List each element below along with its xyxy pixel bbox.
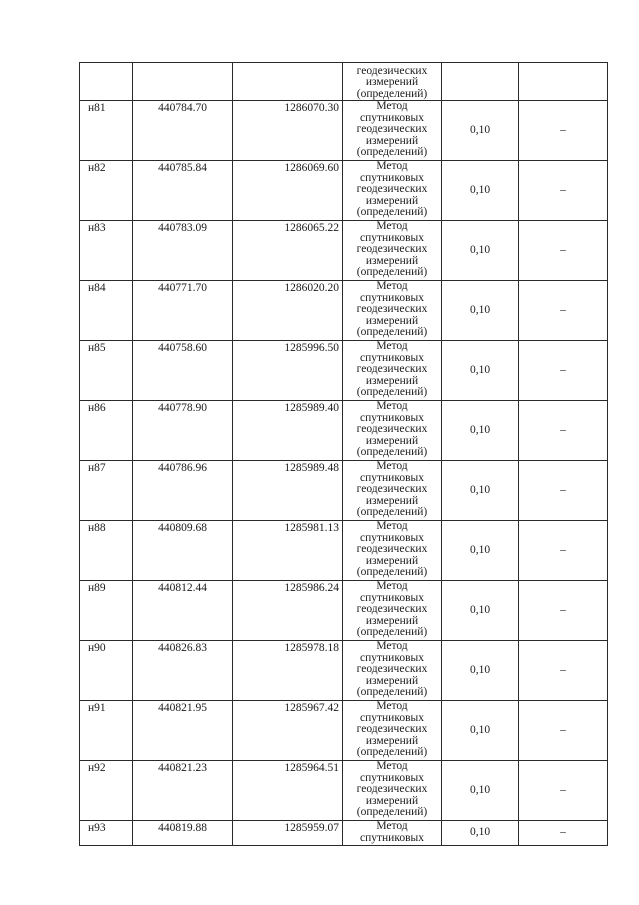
method-line: геодезических (356, 783, 428, 795)
method-line: измерений (365, 614, 419, 627)
method-line: Метод (376, 400, 408, 412)
method-cell (343, 821, 442, 846)
point-number-cell: н93 (80, 821, 133, 846)
method-line: измерений (365, 76, 419, 88)
table-row (80, 761, 608, 821)
method-cell (343, 161, 442, 221)
description-cell: – (519, 521, 608, 581)
point-number-cell: н92 (80, 761, 133, 821)
method-line: измерений (365, 734, 419, 747)
point-number-cell: н91 (80, 701, 133, 761)
method-line: спутниковых (359, 171, 424, 184)
accuracy-cell: 0,10 (442, 161, 519, 221)
description-cell: – (519, 581, 608, 641)
method-line: спутниковых (359, 651, 424, 664)
method-line: измерений (365, 254, 419, 267)
table-row (80, 821, 608, 846)
table-row (80, 281, 608, 341)
method-line: Метод (376, 220, 408, 232)
method-cell (343, 581, 442, 641)
method-line: (определений) (356, 446, 428, 458)
description-cell: – (519, 221, 608, 281)
y-coordinate-cell: 1285959.07 (233, 821, 343, 846)
point-number-cell: н89 (80, 581, 133, 641)
coordinates-table-body (80, 63, 608, 846)
point-number-cell: н87 (80, 461, 133, 521)
y-coordinate-cell: 1286070.30 (233, 101, 343, 161)
description-cell: – (519, 281, 608, 341)
point-number-cell: н85 (80, 341, 133, 401)
y-coordinate-cell: 1285964.51 (233, 761, 343, 821)
x-coordinate-cell: 440809.68 (133, 521, 233, 581)
accuracy-cell: 0,10 (442, 761, 519, 821)
method-line: Метод (376, 340, 408, 352)
method-cell (343, 521, 442, 581)
method-line: измерений (365, 674, 419, 687)
method-line: спутниковых (359, 351, 424, 364)
method-line: геодезических (356, 363, 428, 375)
accuracy-cell: 0,10 (442, 221, 519, 281)
accuracy-cell: 0,10 (442, 101, 519, 161)
description-cell: – (519, 341, 608, 401)
accuracy-cell: 0,10 (442, 581, 519, 641)
y-coordinate-cell: 1285978.18 (233, 641, 343, 701)
method-cell (343, 341, 442, 401)
x-coordinate-cell: 440821.23 (133, 761, 233, 821)
y-coordinate-cell: 1285967.42 (233, 701, 343, 761)
point-number-cell: н86 (80, 401, 133, 461)
method-line: (определений) (356, 326, 428, 338)
method-line: Метод (376, 460, 408, 472)
method-line: спутниковых (359, 291, 424, 304)
y-coordinate-cell: 1286069.60 (233, 161, 343, 221)
point-cell (80, 63, 133, 101)
method-cell (343, 461, 442, 521)
method-line: измерений (365, 794, 419, 807)
x-coordinate-cell: 440821.95 (133, 701, 233, 761)
method-line: (определений) (356, 266, 428, 278)
description-cell: – (519, 761, 608, 821)
method-cell (343, 221, 442, 281)
description-cell: – (519, 401, 608, 461)
method-line: Метод (376, 580, 408, 592)
y-coordinate-cell: 1285996.50 (233, 341, 343, 401)
description-cell: – (519, 461, 608, 521)
method-cell (343, 281, 442, 341)
method-line: Метод (376, 760, 408, 772)
point-number-cell: н82 (80, 161, 133, 221)
table-row (80, 221, 608, 281)
point-number-cell: н84 (80, 281, 133, 341)
method-line: измерений (365, 314, 419, 327)
table-row-continued (80, 63, 608, 101)
method-line: измерений (365, 494, 419, 507)
method-line: геодезических (356, 723, 428, 735)
method-line: измерений (365, 434, 419, 447)
method-line: (определений) (356, 87, 428, 100)
point-number-cell: н81 (80, 101, 133, 161)
description-cell: – (519, 641, 608, 701)
x-coordinate-cell: 440812.44 (133, 581, 233, 641)
method-line: измерений (365, 194, 419, 207)
method-line: геодезических (356, 483, 428, 495)
method-line: Метод (376, 820, 408, 832)
x-coordinate-cell: 440758.60 (133, 341, 233, 401)
method-line: спутниковых (359, 771, 424, 784)
method-line: геодезических (356, 123, 428, 135)
method-line: (определений) (356, 566, 428, 578)
method-line: Метод (376, 640, 408, 652)
table-row (80, 401, 608, 461)
accuracy-cell: 0,10 (442, 461, 519, 521)
y-coordinate-cell: 1285981.13 (233, 521, 343, 581)
x-coordinate-cell: 440784.70 (133, 101, 233, 161)
table-row (80, 161, 608, 221)
method-line: геодезических (356, 243, 428, 255)
accuracy-cell: 0,10 (442, 341, 519, 401)
method-cell (343, 701, 442, 761)
accuracy-cell: 0,10 (442, 401, 519, 461)
method-cell (343, 401, 442, 461)
table-row (80, 101, 608, 161)
point-number-cell: н90 (80, 641, 133, 701)
description-cell: – (519, 701, 608, 761)
description-cell: – (519, 101, 608, 161)
point-number-cell: н83 (80, 221, 133, 281)
method-line: измерений (365, 134, 419, 147)
description-cell (519, 63, 608, 101)
x-coordinate-cell: 440783.09 (133, 221, 233, 281)
description-cell: – (519, 821, 608, 846)
x-coordinate-cell: 440778.90 (133, 401, 233, 461)
method-line: Метод (376, 520, 408, 532)
y-coordinate-cell: 1286020.20 (233, 281, 343, 341)
method-line: спутниковых (359, 471, 424, 484)
description-cell: – (519, 161, 608, 221)
coordinates-table (79, 62, 608, 846)
method-line: геодезических (356, 303, 428, 315)
table-row (80, 341, 608, 401)
accuracy-cell (442, 63, 519, 101)
x-coordinate-cell: 440786.96 (133, 461, 233, 521)
x-coordinate-cell: 440771.70 (133, 281, 233, 341)
method-line: (определений) (356, 146, 428, 158)
y-coordinate-cell: 1285989.48 (233, 461, 343, 521)
method-cell (343, 63, 442, 101)
method-line: Метод (376, 160, 408, 172)
method-line: измерений (365, 374, 419, 387)
method-line: геодезических (356, 603, 428, 615)
method-line: спутниковых (359, 411, 424, 424)
accuracy-cell: 0,10 (442, 701, 519, 761)
method-line: спутниковых (359, 111, 424, 124)
method-line: геодезических (356, 183, 428, 195)
method-line: (определений) (356, 686, 428, 698)
method-line: спутниковых (359, 591, 424, 604)
x-coordinate-cell: 440785.84 (133, 161, 233, 221)
table-row (80, 701, 608, 761)
method-line: (определений) (356, 626, 428, 638)
table-row (80, 461, 608, 521)
table-row (80, 581, 608, 641)
method-line: геодезических (356, 64, 428, 77)
method-line: Метод (376, 280, 408, 292)
method-line: спутниковых (359, 831, 424, 844)
accuracy-cell: 0,10 (442, 521, 519, 581)
table-row (80, 521, 608, 581)
method-line: геодезических (356, 663, 428, 675)
accuracy-cell: 0,10 (442, 821, 519, 846)
accuracy-cell: 0,10 (442, 641, 519, 701)
method-cell (343, 641, 442, 701)
method-line: спутниковых (359, 711, 424, 724)
method-line: (определений) (356, 206, 428, 218)
x-coordinate-cell: 440819.88 (133, 821, 233, 846)
method-line: геодезических (356, 423, 428, 435)
method-line: спутниковых (359, 231, 424, 244)
accuracy-cell: 0,10 (442, 281, 519, 341)
method-line: (определений) (356, 746, 428, 758)
method-line: спутниковых (359, 531, 424, 544)
y-cell (233, 63, 343, 101)
method-line: геодезических (356, 543, 428, 555)
method-line: Метод (376, 700, 408, 712)
method-cell (343, 101, 442, 161)
x-coordinate-cell: 440826.83 (133, 641, 233, 701)
method-line: измерений (365, 554, 419, 567)
point-number-cell: н88 (80, 521, 133, 581)
method-line: (определений) (356, 386, 428, 398)
table-row (80, 641, 608, 701)
method-line: (определений) (356, 506, 428, 518)
method-line: Метод (376, 100, 408, 112)
method-cell (343, 761, 442, 821)
x-cell (133, 63, 233, 101)
y-coordinate-cell: 1286065.22 (233, 221, 343, 281)
y-coordinate-cell: 1285989.40 (233, 401, 343, 461)
method-line: (определений) (356, 806, 428, 818)
y-coordinate-cell: 1285986.24 (233, 581, 343, 641)
